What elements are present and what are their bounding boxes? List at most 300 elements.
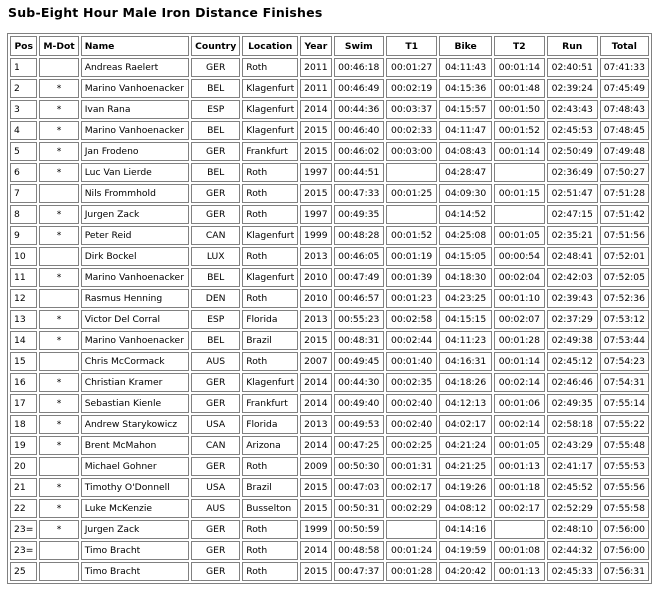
table-row <box>10 478 649 497</box>
cell-location: Arizona <box>242 436 298 455</box>
cell-year: 2015 <box>300 142 331 161</box>
table-row <box>10 415 649 434</box>
cell-year: 2011 <box>300 58 331 77</box>
cell-location: Roth <box>242 289 298 308</box>
cell-name: Peter Reid <box>81 226 189 245</box>
table-row <box>10 562 649 581</box>
cell-bike: 04:21:25 <box>439 457 492 476</box>
cell-run: 02:39:43 <box>547 289 598 308</box>
table-row <box>10 436 649 455</box>
cell-run: 02:45:33 <box>547 562 598 581</box>
results-table <box>7 33 652 584</box>
table-row <box>10 457 649 476</box>
cell-total: 07:51:28 <box>600 184 649 203</box>
cell-bike: 04:28:47 <box>439 163 492 182</box>
column-header-mdot: M-Dot <box>39 36 78 56</box>
column-header-year: Year <box>300 36 331 56</box>
cell-t2 <box>494 520 545 539</box>
cell-swim: 00:46:57 <box>334 289 384 308</box>
cell-bike: 04:08:43 <box>439 142 492 161</box>
cell-location: Roth <box>242 184 298 203</box>
cell-year: 2010 <box>300 289 331 308</box>
cell-location: Roth <box>242 205 298 224</box>
cell-year: 1997 <box>300 163 331 182</box>
cell-pos: 3 <box>10 100 37 119</box>
cell-t1: 00:02:35 <box>386 373 437 392</box>
cell-pos: 16 <box>10 373 37 392</box>
cell-name: Timo Bracht <box>81 562 189 581</box>
table-row <box>10 268 649 287</box>
cell-t1: 00:03:37 <box>386 100 437 119</box>
cell-total: 07:55:56 <box>600 478 649 497</box>
cell-name: Marino Vanhoenacker <box>81 268 189 287</box>
cell-bike: 04:21:24 <box>439 436 492 455</box>
cell-swim: 00:50:30 <box>334 457 384 476</box>
cell-year: 2013 <box>300 310 331 329</box>
cell-pos: 7 <box>10 184 37 203</box>
cell-mdot: * <box>39 205 78 224</box>
cell-name: Jurgen Zack <box>81 520 189 539</box>
cell-name: Jan Frodeno <box>81 142 189 161</box>
cell-t2: 00:01:05 <box>494 436 545 455</box>
column-header-location: Location <box>242 36 298 56</box>
cell-location: Roth <box>242 58 298 77</box>
cell-country: GER <box>191 205 240 224</box>
cell-run: 02:36:49 <box>547 163 598 182</box>
cell-bike: 04:15:15 <box>439 310 492 329</box>
table-row <box>10 184 649 203</box>
cell-t2: 00:01:50 <box>494 100 545 119</box>
cell-run: 02:44:32 <box>547 541 598 560</box>
cell-country: BEL <box>191 163 240 182</box>
cell-t2: 00:01:15 <box>494 184 545 203</box>
cell-mdot: * <box>39 268 78 287</box>
cell-t1: 00:02:58 <box>386 310 437 329</box>
cell-t2 <box>494 163 545 182</box>
header-row <box>10 36 649 56</box>
cell-location: Klagenfurt <box>242 226 298 245</box>
cell-total: 07:54:31 <box>600 373 649 392</box>
cell-location: Klagenfurt <box>242 79 298 98</box>
cell-country: BEL <box>191 331 240 350</box>
cell-mdot <box>39 247 78 266</box>
column-header-total: Total <box>600 36 649 56</box>
cell-t1: 00:01:40 <box>386 352 437 371</box>
cell-t2: 00:00:54 <box>494 247 545 266</box>
cell-name: Ivan Rana <box>81 100 189 119</box>
cell-mdot <box>39 58 78 77</box>
cell-bike: 04:18:26 <box>439 373 492 392</box>
cell-swim: 00:46:40 <box>334 121 384 140</box>
cell-year: 2010 <box>300 268 331 287</box>
cell-mdot: * <box>39 499 78 518</box>
cell-bike: 04:19:59 <box>439 541 492 560</box>
cell-swim: 00:44:36 <box>334 100 384 119</box>
cell-total: 07:51:56 <box>600 226 649 245</box>
cell-swim: 00:44:51 <box>334 163 384 182</box>
cell-name: Marino Vanhoenacker <box>81 121 189 140</box>
cell-t1: 00:01:19 <box>386 247 437 266</box>
cell-pos: 12 <box>10 289 37 308</box>
cell-mdot <box>39 457 78 476</box>
cell-t2: 00:01:18 <box>494 478 545 497</box>
cell-country: GER <box>191 562 240 581</box>
cell-name: Brent McMahon <box>81 436 189 455</box>
cell-bike: 04:15:05 <box>439 247 492 266</box>
cell-bike: 04:11:23 <box>439 331 492 350</box>
cell-mdot <box>39 289 78 308</box>
cell-pos: 10 <box>10 247 37 266</box>
cell-mdot <box>39 541 78 560</box>
cell-year: 2013 <box>300 247 331 266</box>
cell-name: Dirk Bockel <box>81 247 189 266</box>
cell-total: 07:53:44 <box>600 331 649 350</box>
cell-bike: 04:16:31 <box>439 352 492 371</box>
cell-total: 07:56:00 <box>600 541 649 560</box>
cell-bike: 04:18:30 <box>439 268 492 287</box>
cell-run: 02:48:10 <box>547 520 598 539</box>
cell-location: Roth <box>242 247 298 266</box>
cell-t1: 00:02:40 <box>386 415 437 434</box>
cell-run: 02:49:35 <box>547 394 598 413</box>
column-header-run: Run <box>547 36 598 56</box>
cell-mdot: * <box>39 79 78 98</box>
cell-t1: 00:01:39 <box>386 268 437 287</box>
table-row <box>10 499 649 518</box>
cell-total: 07:48:43 <box>600 100 649 119</box>
cell-location: Florida <box>242 415 298 434</box>
cell-t2: 00:02:14 <box>494 415 545 434</box>
cell-total: 07:45:49 <box>600 79 649 98</box>
cell-run: 02:47:15 <box>547 205 598 224</box>
table-row <box>10 58 649 77</box>
cell-name: Rasmus Henning <box>81 289 189 308</box>
cell-bike: 04:02:17 <box>439 415 492 434</box>
cell-name: Sebastian Kienle <box>81 394 189 413</box>
cell-total: 07:55:14 <box>600 394 649 413</box>
cell-country: DEN <box>191 289 240 308</box>
cell-country: BEL <box>191 121 240 140</box>
table-row <box>10 205 649 224</box>
cell-year: 2014 <box>300 541 331 560</box>
cell-country: GER <box>191 394 240 413</box>
cell-bike: 04:15:36 <box>439 79 492 98</box>
column-header-t1: T1 <box>386 36 437 56</box>
cell-country: CAN <box>191 436 240 455</box>
cell-t2: 00:01:06 <box>494 394 545 413</box>
cell-year: 2011 <box>300 79 331 98</box>
cell-swim: 00:47:25 <box>334 436 384 455</box>
cell-run: 02:45:53 <box>547 121 598 140</box>
cell-mdot <box>39 352 78 371</box>
cell-run: 02:40:51 <box>547 58 598 77</box>
table-row <box>10 121 649 140</box>
cell-total: 07:56:00 <box>600 520 649 539</box>
cell-country: ESP <box>191 310 240 329</box>
cell-name: Nils Frommhold <box>81 184 189 203</box>
cell-pos: 21 <box>10 478 37 497</box>
cell-name: Christian Kramer <box>81 373 189 392</box>
cell-country: GER <box>191 58 240 77</box>
cell-run: 02:43:29 <box>547 436 598 455</box>
cell-swim: 00:47:49 <box>334 268 384 287</box>
cell-country: CAN <box>191 226 240 245</box>
cell-t1: 00:02:25 <box>386 436 437 455</box>
cell-swim: 00:49:40 <box>334 394 384 413</box>
cell-swim: 00:46:49 <box>334 79 384 98</box>
cell-location: Roth <box>242 541 298 560</box>
cell-pos: 22 <box>10 499 37 518</box>
cell-year: 2009 <box>300 457 331 476</box>
cell-year: 1999 <box>300 226 331 245</box>
cell-country: BEL <box>191 268 240 287</box>
cell-name: Marino Vanhoenacker <box>81 79 189 98</box>
column-header-bike: Bike <box>439 36 492 56</box>
cell-t2: 00:02:14 <box>494 373 545 392</box>
cell-t1 <box>386 520 437 539</box>
cell-country: GER <box>191 184 240 203</box>
cell-run: 02:45:52 <box>547 478 598 497</box>
cell-bike: 04:09:30 <box>439 184 492 203</box>
cell-swim: 00:48:58 <box>334 541 384 560</box>
cell-t2: 00:01:14 <box>494 352 545 371</box>
cell-pos: 15 <box>10 352 37 371</box>
cell-swim: 00:46:18 <box>334 58 384 77</box>
table-row <box>10 226 649 245</box>
cell-bike: 04:12:13 <box>439 394 492 413</box>
cell-country: BEL <box>191 79 240 98</box>
cell-pos: 23= <box>10 520 37 539</box>
cell-t1: 00:01:27 <box>386 58 437 77</box>
cell-mdot: * <box>39 373 78 392</box>
cell-run: 02:50:49 <box>547 142 598 161</box>
cell-name: Luc Van Lierde <box>81 163 189 182</box>
cell-t1: 00:02:44 <box>386 331 437 350</box>
cell-pos: 19 <box>10 436 37 455</box>
table-row <box>10 520 649 539</box>
cell-mdot: * <box>39 310 78 329</box>
cell-run: 02:43:43 <box>547 100 598 119</box>
cell-bike: 04:20:42 <box>439 562 492 581</box>
cell-t2: 00:01:14 <box>494 58 545 77</box>
cell-bike: 04:15:57 <box>439 100 492 119</box>
cell-country: AUS <box>191 352 240 371</box>
table-row <box>10 331 649 350</box>
table-row <box>10 247 649 266</box>
cell-run: 02:49:38 <box>547 331 598 350</box>
cell-t2: 00:01:28 <box>494 331 545 350</box>
cell-bike: 04:11:43 <box>439 58 492 77</box>
cell-run: 02:35:21 <box>547 226 598 245</box>
cell-total: 07:55:53 <box>600 457 649 476</box>
cell-t1: 00:01:28 <box>386 562 437 581</box>
cell-location: Florida <box>242 310 298 329</box>
cell-t1: 00:01:24 <box>386 541 437 560</box>
cell-country: AUS <box>191 499 240 518</box>
cell-pos: 2 <box>10 79 37 98</box>
cell-total: 07:51:42 <box>600 205 649 224</box>
cell-country: USA <box>191 478 240 497</box>
page-title: Sub-Eight Hour Male Iron Distance Finishes <box>8 5 323 20</box>
cell-t2 <box>494 205 545 224</box>
cell-pos: 11 <box>10 268 37 287</box>
table-row <box>10 142 649 161</box>
table-body <box>10 58 649 581</box>
cell-year: 2015 <box>300 478 331 497</box>
cell-mdot: * <box>39 520 78 539</box>
cell-mdot <box>39 562 78 581</box>
cell-total: 07:55:58 <box>600 499 649 518</box>
cell-total: 07:56:31 <box>600 562 649 581</box>
table-row <box>10 79 649 98</box>
cell-year: 2015 <box>300 562 331 581</box>
cell-pos: 18 <box>10 415 37 434</box>
cell-total: 07:54:23 <box>600 352 649 371</box>
cell-year: 2015 <box>300 121 331 140</box>
table-row <box>10 100 649 119</box>
cell-year: 2015 <box>300 331 331 350</box>
table-row <box>10 541 649 560</box>
cell-location: Roth <box>242 352 298 371</box>
cell-t1: 00:01:23 <box>386 289 437 308</box>
cell-location: Roth <box>242 562 298 581</box>
cell-total: 07:50:27 <box>600 163 649 182</box>
cell-swim: 00:47:37 <box>334 562 384 581</box>
cell-run: 02:42:03 <box>547 268 598 287</box>
cell-total: 07:49:48 <box>600 142 649 161</box>
cell-country: GER <box>191 520 240 539</box>
cell-mdot: * <box>39 394 78 413</box>
cell-location: Frankfurt <box>242 394 298 413</box>
cell-name: Chris McCormack <box>81 352 189 371</box>
cell-pos: 9 <box>10 226 37 245</box>
cell-run: 02:39:24 <box>547 79 598 98</box>
cell-swim: 00:50:31 <box>334 499 384 518</box>
cell-country: ESP <box>191 100 240 119</box>
cell-mdot: * <box>39 478 78 497</box>
cell-year: 2015 <box>300 184 331 203</box>
cell-run: 02:37:29 <box>547 310 598 329</box>
cell-bike: 04:14:52 <box>439 205 492 224</box>
cell-mdot: * <box>39 226 78 245</box>
cell-swim: 00:47:33 <box>334 184 384 203</box>
cell-run: 02:58:18 <box>547 415 598 434</box>
cell-total: 07:52:05 <box>600 268 649 287</box>
table-row <box>10 352 649 371</box>
cell-total: 07:53:12 <box>600 310 649 329</box>
cell-mdot: * <box>39 163 78 182</box>
cell-t2: 00:01:10 <box>494 289 545 308</box>
cell-mdot: * <box>39 436 78 455</box>
cell-pos: 23= <box>10 541 37 560</box>
cell-swim: 00:50:59 <box>334 520 384 539</box>
cell-name: Victor Del Corral <box>81 310 189 329</box>
cell-bike: 04:14:16 <box>439 520 492 539</box>
cell-mdot: * <box>39 331 78 350</box>
cell-name: Timo Bracht <box>81 541 189 560</box>
cell-pos: 17 <box>10 394 37 413</box>
cell-mdot: * <box>39 142 78 161</box>
cell-name: Jurgen Zack <box>81 205 189 224</box>
cell-t2: 00:01:13 <box>494 457 545 476</box>
cell-t1: 00:02:17 <box>386 478 437 497</box>
cell-t2: 00:01:48 <box>494 79 545 98</box>
cell-t2: 00:02:04 <box>494 268 545 287</box>
cell-location: Roth <box>242 520 298 539</box>
cell-swim: 00:49:53 <box>334 415 384 434</box>
cell-mdot <box>39 184 78 203</box>
cell-pos: 25 <box>10 562 37 581</box>
cell-year: 2007 <box>300 352 331 371</box>
column-header-pos: Pos <box>10 36 37 56</box>
cell-swim: 00:47:03 <box>334 478 384 497</box>
cell-location: Busselton <box>242 499 298 518</box>
cell-swim: 00:46:05 <box>334 247 384 266</box>
table-row <box>10 289 649 308</box>
cell-name: Michael Gohner <box>81 457 189 476</box>
cell-t2: 00:02:07 <box>494 310 545 329</box>
cell-pos: 4 <box>10 121 37 140</box>
cell-total: 07:52:01 <box>600 247 649 266</box>
cell-swim: 00:46:02 <box>334 142 384 161</box>
cell-year: 2014 <box>300 394 331 413</box>
cell-country: USA <box>191 415 240 434</box>
cell-year: 1997 <box>300 205 331 224</box>
table-row <box>10 310 649 329</box>
column-header-t2: T2 <box>494 36 545 56</box>
cell-t1: 00:01:52 <box>386 226 437 245</box>
cell-pos: 6 <box>10 163 37 182</box>
cell-location: Brazil <box>242 478 298 497</box>
cell-run: 02:51:47 <box>547 184 598 203</box>
cell-location: Klagenfurt <box>242 121 298 140</box>
cell-swim: 00:48:31 <box>334 331 384 350</box>
cell-t1: 00:01:25 <box>386 184 437 203</box>
cell-total: 07:48:45 <box>600 121 649 140</box>
cell-run: 02:52:29 <box>547 499 598 518</box>
cell-pos: 13 <box>10 310 37 329</box>
cell-country: GER <box>191 541 240 560</box>
cell-name: Timothy O'Donnell <box>81 478 189 497</box>
cell-mdot: * <box>39 415 78 434</box>
cell-run: 02:41:17 <box>547 457 598 476</box>
table-row <box>10 394 649 413</box>
cell-location: Roth <box>242 163 298 182</box>
cell-swim: 00:48:28 <box>334 226 384 245</box>
cell-t2: 00:01:08 <box>494 541 545 560</box>
cell-run: 02:48:41 <box>547 247 598 266</box>
column-header-name: Name <box>81 36 189 56</box>
cell-pos: 1 <box>10 58 37 77</box>
cell-run: 02:45:12 <box>547 352 598 371</box>
cell-name: Andreas Raelert <box>81 58 189 77</box>
cell-pos: 5 <box>10 142 37 161</box>
cell-swim: 00:49:35 <box>334 205 384 224</box>
cell-country: GER <box>191 373 240 392</box>
cell-pos: 20 <box>10 457 37 476</box>
cell-pos: 8 <box>10 205 37 224</box>
cell-year: 2014 <box>300 436 331 455</box>
cell-mdot: * <box>39 100 78 119</box>
cell-bike: 04:25:08 <box>439 226 492 245</box>
cell-location: Klagenfurt <box>242 268 298 287</box>
cell-location: Klagenfurt <box>242 100 298 119</box>
cell-country: GER <box>191 457 240 476</box>
cell-total: 07:52:36 <box>600 289 649 308</box>
cell-mdot: * <box>39 121 78 140</box>
cell-country: LUX <box>191 247 240 266</box>
cell-year: 2015 <box>300 499 331 518</box>
